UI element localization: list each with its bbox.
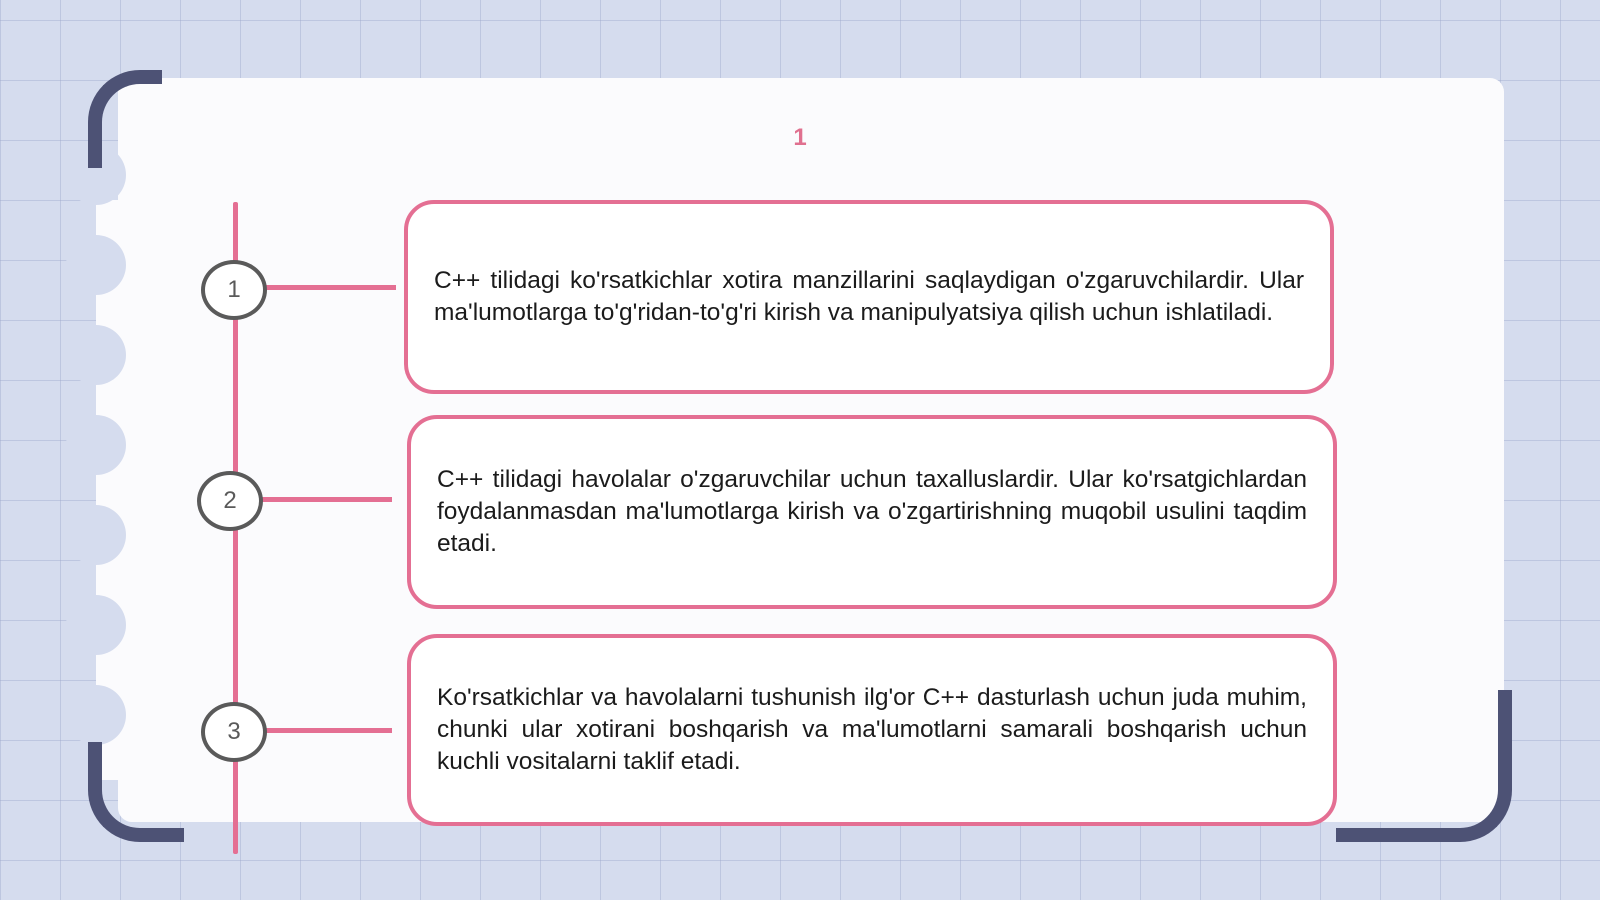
corner-bracket-bottom-left bbox=[88, 742, 184, 842]
step-number-circle: 3 bbox=[201, 702, 267, 762]
paper-notch bbox=[66, 685, 126, 745]
timeline-connector bbox=[266, 285, 396, 290]
step-card bbox=[407, 415, 1337, 609]
step-card bbox=[407, 634, 1337, 826]
step-number-circle: 2 bbox=[197, 471, 263, 531]
paper-notch bbox=[66, 325, 126, 385]
paper-notch bbox=[66, 415, 126, 475]
timeline-connector bbox=[266, 728, 392, 733]
step-text: C++ tilidagi havolalar o'zgaruvchilar uchun taxalluslardir. Ular ko'rsatgichlardan foydalanmasdan ma'lumotlarga kirish va o'zgartirishning muqobil usulini taqdim etadi. bbox=[437, 466, 1307, 557]
step-card bbox=[404, 200, 1334, 394]
paper-notch bbox=[66, 595, 126, 655]
step-text: Ko'rsatkichlar va havolalarni tushunish ilg'or C++ dasturlash uchun juda muhim, chunki ular xotirani boshqarish va ma'lumotlarni samarali boshqarish uchun kuchli vositalarni taklif etadi. bbox=[437, 684, 1307, 775]
paper-notch bbox=[66, 235, 126, 295]
corner-bracket-bottom-right bbox=[1336, 690, 1512, 842]
step-text: C++ tilidagi ko'rsatkichlar xotira manzillarini saqlaydigan o'zgaruvchilardir. Ular ma'lumotlarga to'g'ridan-to'g'ri kirish va manipulyatsiya qilish uchun ishlatiladi. bbox=[434, 267, 1304, 326]
step-number-circle: 1 bbox=[201, 260, 267, 320]
corner-bracket-top-left bbox=[88, 70, 162, 168]
paper-notch bbox=[66, 505, 126, 565]
timeline-connector bbox=[262, 497, 392, 502]
page-number: 1 bbox=[793, 124, 807, 151]
